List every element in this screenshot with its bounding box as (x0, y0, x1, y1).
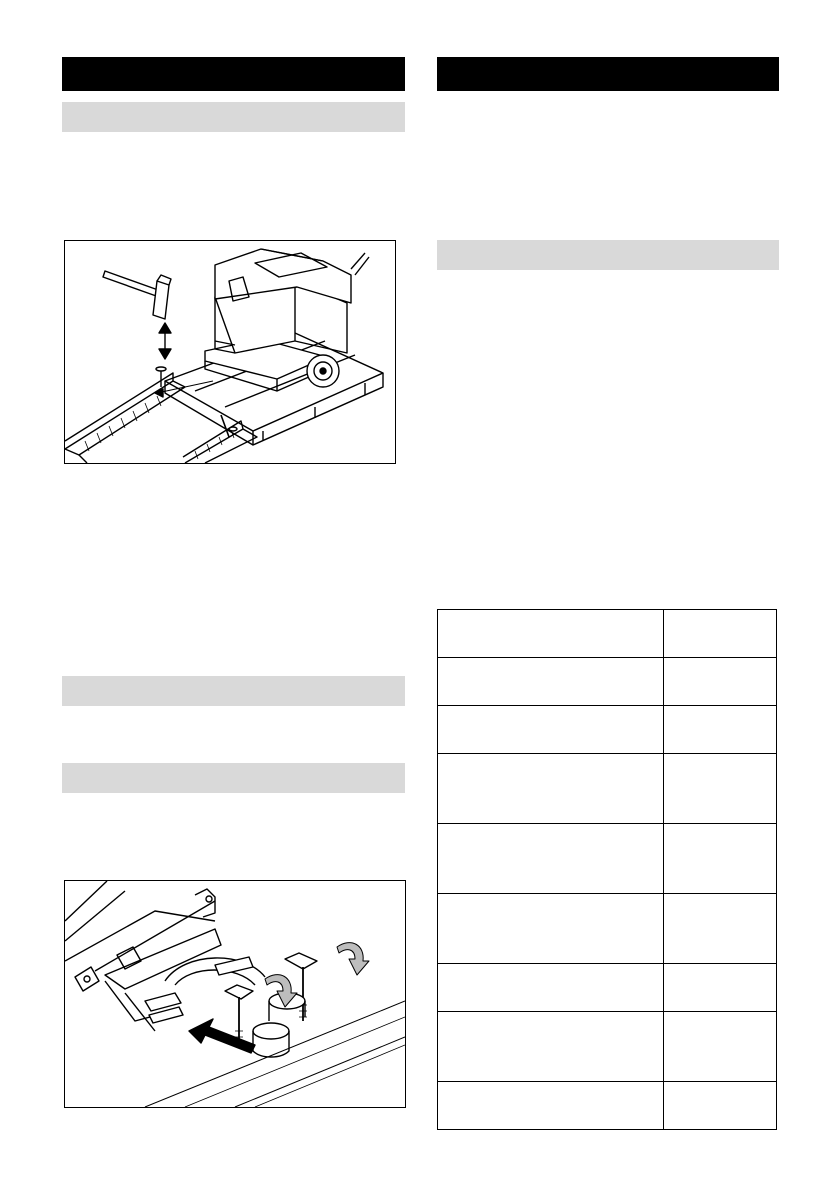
table-cell-label (438, 1043, 663, 1051)
table-cell-value (664, 855, 776, 863)
table-cell-label (438, 678, 663, 686)
table-cell-label (438, 1102, 663, 1110)
table-cell-label (438, 855, 663, 863)
table-cell-value (664, 1102, 776, 1110)
table-cell-label (438, 726, 663, 734)
table-cell-value (664, 726, 776, 734)
table-row (438, 964, 777, 1012)
table-row (438, 706, 777, 754)
technical-data-table (437, 609, 777, 1130)
left-subsection-header-2 (62, 676, 405, 706)
right-subsection-header-1 (437, 240, 779, 270)
table-cell-value (664, 925, 776, 933)
left-subsection-header-3 (62, 763, 405, 793)
unpacking-from-pallet-illustration (65, 241, 395, 463)
left-section-header (62, 57, 405, 91)
table-row (438, 658, 777, 706)
table-cell-value (664, 785, 776, 793)
table-cell-value (664, 678, 776, 686)
squeegee-bracket-icon (65, 881, 265, 1031)
hammer-icon (103, 271, 171, 319)
left-subsection-header-1 (62, 102, 405, 132)
table-cell-value (664, 630, 776, 638)
table-row (438, 824, 777, 894)
rotate-arrow-icon (265, 943, 369, 1007)
squeegee-figure (64, 880, 406, 1108)
right-section-header (437, 57, 779, 91)
table-cell-label (438, 630, 663, 638)
table-row (438, 610, 777, 658)
table-cell-label (438, 785, 663, 793)
table-row (438, 1082, 777, 1130)
push-arrow-icon (189, 1019, 255, 1053)
unpacking-figure (64, 240, 396, 464)
table-row (438, 1012, 777, 1082)
table-row (438, 754, 777, 824)
machine-on-pallet-icon (205, 249, 369, 391)
double-arrow-icon (159, 323, 171, 359)
table-cell-value (664, 984, 776, 992)
squeegee-mounting-illustration (65, 881, 405, 1107)
table-cell-label (438, 984, 663, 992)
table-cell-label (438, 925, 663, 933)
table-cell-value (664, 1043, 776, 1051)
table-row (438, 894, 777, 964)
